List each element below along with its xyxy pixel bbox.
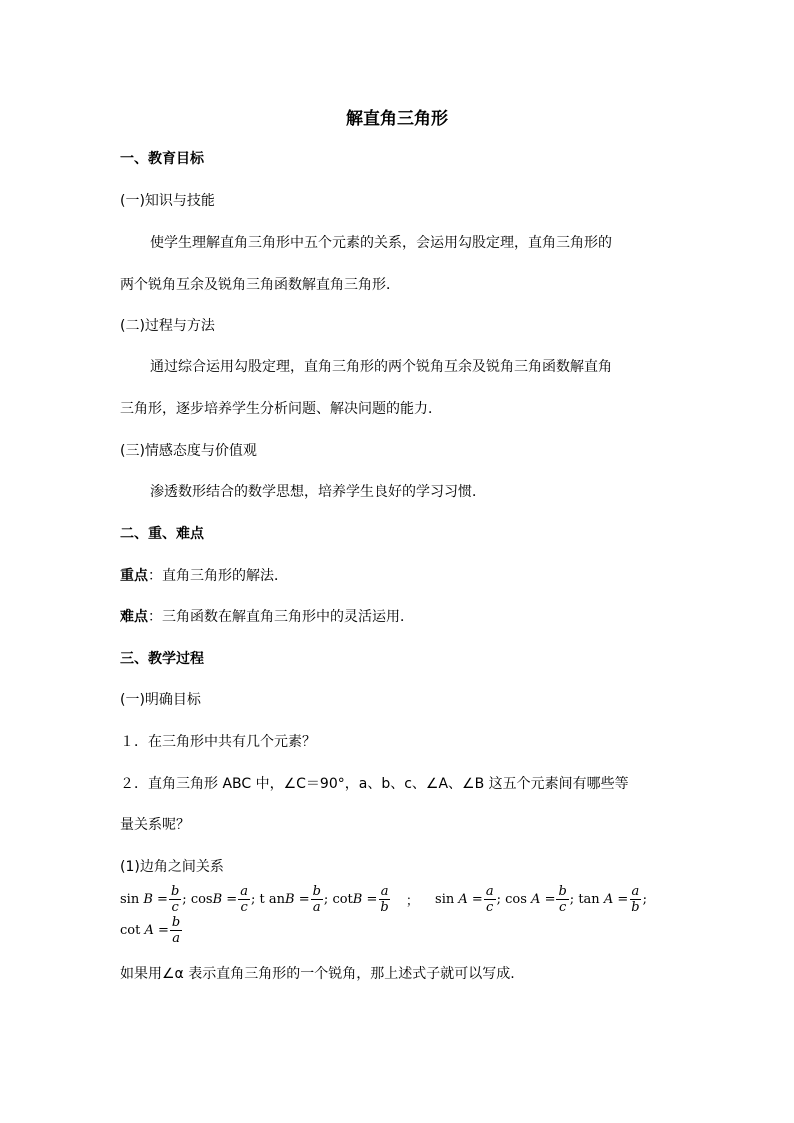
trig-ratio-formulas <box>120 884 680 946</box>
key-point-label: 重点 <box>120 568 148 584</box>
question-2-line: 量关系呢？ <box>120 817 190 833</box>
semicolon: ; <box>182 892 187 907</box>
angle-variable: B <box>284 892 295 907</box>
equals-sign: = <box>544 892 556 907</box>
page-title: 解直角三角形 <box>346 109 448 129</box>
equals-sign: = <box>157 892 168 907</box>
formula-tan-b <box>260 884 329 915</box>
difficulty-line <box>120 607 414 627</box>
key-point-line <box>120 566 288 586</box>
fraction <box>169 884 181 915</box>
numerator: a <box>485 884 494 899</box>
subheading-side-angle-relations: (1)边角之间关系 <box>120 859 224 875</box>
angle-variable: B <box>352 892 363 907</box>
formula-separator: ； <box>405 894 419 909</box>
numerator: b <box>312 884 321 899</box>
function-name: cos <box>505 892 527 907</box>
equals-sign: = <box>158 923 169 938</box>
numerator: b <box>170 884 180 899</box>
function-name: cot <box>332 892 353 907</box>
closing-sentence: 如果用∠α 表示直角三角形的一个锐角，那上述式子就可以写成. <box>120 966 515 982</box>
angle-variable: A <box>531 892 541 907</box>
equals-sign: = <box>617 892 629 907</box>
formula-sin-b <box>120 884 187 915</box>
fraction <box>484 884 496 915</box>
denominator: c <box>240 900 248 915</box>
key-point-text: ：直角三角形的解法． <box>148 568 288 584</box>
denominator: c <box>486 900 494 915</box>
angle-variable: A <box>458 892 468 907</box>
angle-variable: A <box>144 923 154 938</box>
function-name: tan <box>578 892 600 907</box>
equals-sign: = <box>366 892 378 907</box>
numerator: a <box>631 884 640 899</box>
semicolon: ; <box>496 892 501 907</box>
angle-variable: B <box>212 892 223 907</box>
function-name: t an <box>259 892 285 907</box>
equals-sign: = <box>298 892 310 907</box>
question-2-line: ２．直角三角形 ABC 中，∠C＝90°，a、b、c、∠A、∠B 这五个元素间有哪些等 <box>120 776 629 792</box>
subheading-process-methods: (二)过程与方法 <box>120 318 215 334</box>
formula-tan-a <box>578 884 647 915</box>
section-heading-key-points: 二、重、难点 <box>120 526 204 542</box>
numerator: b <box>171 915 181 930</box>
difficulty-text: ：三角函数在解直角三角形中的灵活运用． <box>148 609 414 625</box>
numerator: a <box>240 884 248 899</box>
section-heading-objectives: 一、教育目标 <box>120 151 204 167</box>
angle-variable: B <box>143 892 153 907</box>
denominator: b <box>380 900 389 915</box>
paragraph-line: 通过综合运用勾股定理，直角三角形的两个锐角互余及锐角三角函数解直角 <box>150 359 612 375</box>
denominator: c <box>171 900 179 915</box>
paragraph-line: 三角形，逐步培养学生分析问题、解决问题的能力． <box>120 401 442 417</box>
question-1: １．在三角形中共有几个元素？ <box>120 734 316 750</box>
formula-cos-b <box>191 884 256 915</box>
semicolon: ; <box>323 892 329 907</box>
section-heading-teaching-process: 三、教学过程 <box>120 651 204 667</box>
function-name: sin <box>435 892 455 907</box>
angle-variable: A <box>603 892 614 907</box>
fraction <box>629 884 641 915</box>
formula-cot-a <box>120 915 183 946</box>
equals-sign: = <box>471 892 483 907</box>
paragraph-line: 使学生理解直角三角形中五个元素的关系，会运用勾股定理，直角三角形的 <box>150 235 612 251</box>
numerator: a <box>380 884 389 899</box>
subheading-attitudes-values: (三)情感态度与价值观 <box>120 443 257 459</box>
function-name: sin <box>120 892 140 907</box>
fraction <box>170 915 182 946</box>
denominator: c <box>558 900 567 915</box>
equals-sign: = <box>226 892 238 907</box>
difficulty-label: 难点 <box>120 609 148 625</box>
fraction <box>238 884 250 915</box>
denominator: a <box>312 900 321 915</box>
formula-sin-a <box>435 884 501 915</box>
paragraph-line: 两个锐角互余及锐角三角函数解直角三角形． <box>120 277 400 293</box>
semicolon: ; <box>642 892 647 907</box>
subheading-knowledge-skills: (一)知识与技能 <box>120 193 215 209</box>
function-name: cot <box>120 923 141 938</box>
fraction <box>378 884 390 915</box>
semicolon: ; <box>569 892 575 907</box>
function-name: cos <box>190 892 213 907</box>
fraction <box>311 884 323 915</box>
denominator: a <box>172 931 180 946</box>
semicolon: ; <box>250 892 256 907</box>
paragraph-line: 渗透数形结合的数学思想，培养学生良好的学习习惯． <box>150 484 486 500</box>
denominator: b <box>631 900 640 915</box>
subheading-clear-goals: (一)明确目标 <box>120 692 201 708</box>
formula-cos-a <box>505 884 574 915</box>
fraction <box>556 884 568 915</box>
numerator: b <box>558 884 567 899</box>
formula-cot-b <box>332 884 391 915</box>
